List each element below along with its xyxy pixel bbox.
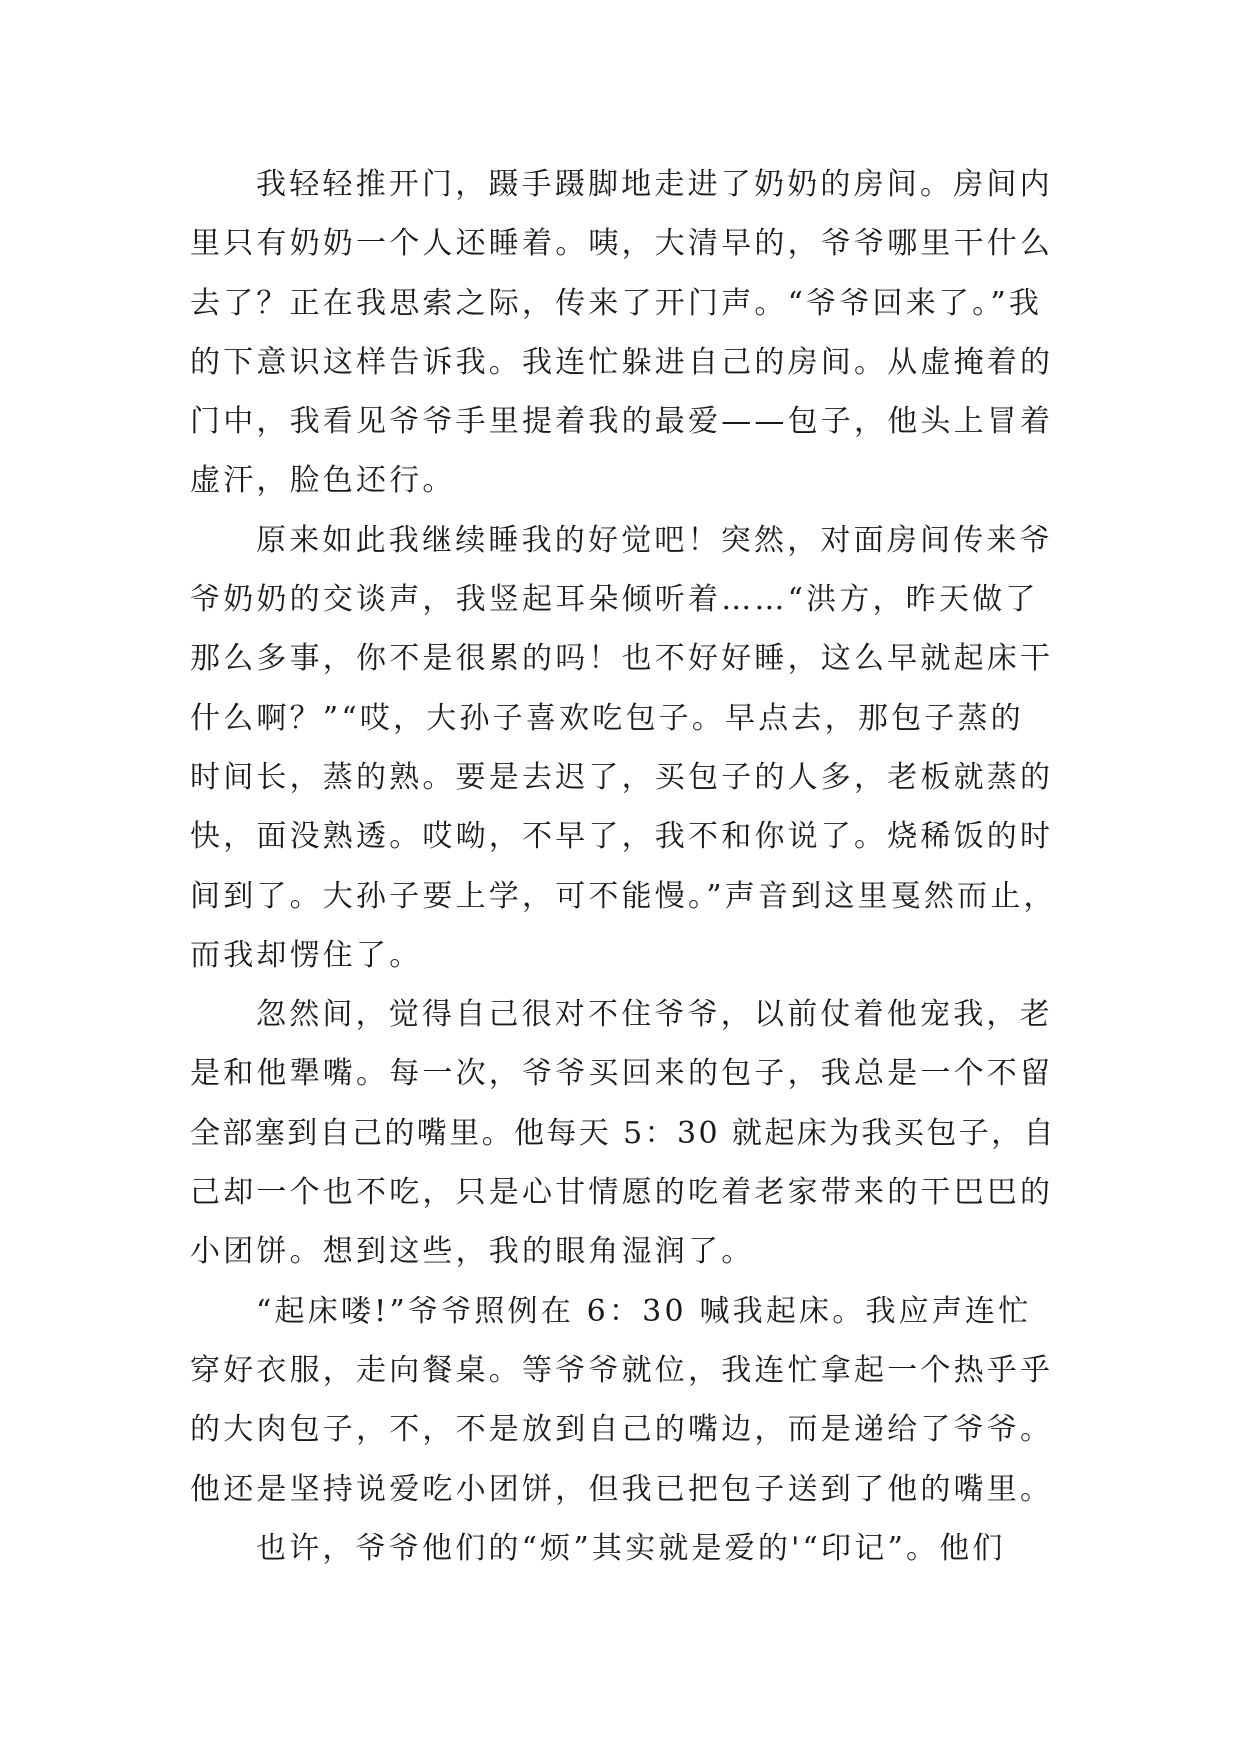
text-line: 那么多事，你不是很累的吗！也不好好睡，这么早就起床干 (190, 641, 1054, 677)
text-line: 忽然间，觉得自己很对不住爷爷，以前仗着他宠我，老 (256, 997, 1053, 1033)
text-line: 虚汗，脸色还行。 (190, 463, 456, 499)
text-line: 的大肉包子，不，不是放到自己的嘴边，而是递给了爷爷。 (190, 1412, 1054, 1448)
text-line: 是和他犟嘴。每一次，爷爷买回来的包子，我总是一个不留 (190, 1056, 1054, 1092)
text-line: 己却一个也不吃，只是心甘情愿的吃着老家带来的干巴巴的 (190, 1175, 1054, 1211)
text-line: 我轻轻推开门，蹑手蹑脚地走进了奶奶的房间。房间内 (256, 167, 1053, 202)
text-line: 间到了。大孙子要上学，可不能慢。”声音到这里戛然而止， (190, 878, 1057, 914)
text-line: 小团饼。想到这些，我的眼角湿润了。 (190, 1234, 755, 1270)
text-line: 爷奶奶的交谈声，我竖起耳朵倾听着……“洪方，昨天做了 (190, 582, 1039, 618)
text-line: “起床喽!”爷爷照例在 6：30 喊我起床。我应声连忙 (256, 1293, 1032, 1329)
text-line: 原来如此我继续睡我的好觉吧！突然，对面房间传来爷 (256, 522, 1053, 558)
text-line: 里只有奶奶一个人还睡着。咦，大清早的，爷爷哪里干什么 (190, 226, 1054, 262)
text-line: 而我却愣住了。 (190, 937, 423, 973)
text-line: 快，面没熟透。哎呦，不早了，我不和你说了。烧稀饭的时 (190, 819, 1054, 855)
text-line: 穿好衣服，走向餐桌。等爷爷就位，我连忙拿起一个热乎乎 (190, 1352, 1054, 1388)
text-line: 去了？正在我思索之际，传来了开门声。“爷爷回来了。”我 (190, 285, 1043, 321)
text-line: 他还是坚持说爱吃小团饼，但我已把包子送到了他的嘴里。 (190, 1471, 1054, 1507)
text-line: 什么啊？”“哎，大孙子喜欢吃包子。早点去，那包子蒸的 (190, 700, 1024, 736)
text-line: 全部塞到自己的嘴里。他每天 5：30 就起床为我买包子，自 (190, 1115, 1056, 1151)
article-body (190, 155, 1060, 1578)
text-line: 时间长，蒸的熟。要是去迟了，买包子的人多，老板就蒸的 (190, 759, 1054, 795)
text-line: 的下意识这样告诉我。我连忙躲进自己的房间。从虚掩着的 (190, 344, 1054, 380)
text-line: 门中，我看见爷爷手里提着我的最爱——包子，他头上冒着 (190, 404, 1054, 440)
text-line: 也许，爷爷他们的“烦”其实就是爱的'“印记”。他们 (256, 1530, 1006, 1566)
